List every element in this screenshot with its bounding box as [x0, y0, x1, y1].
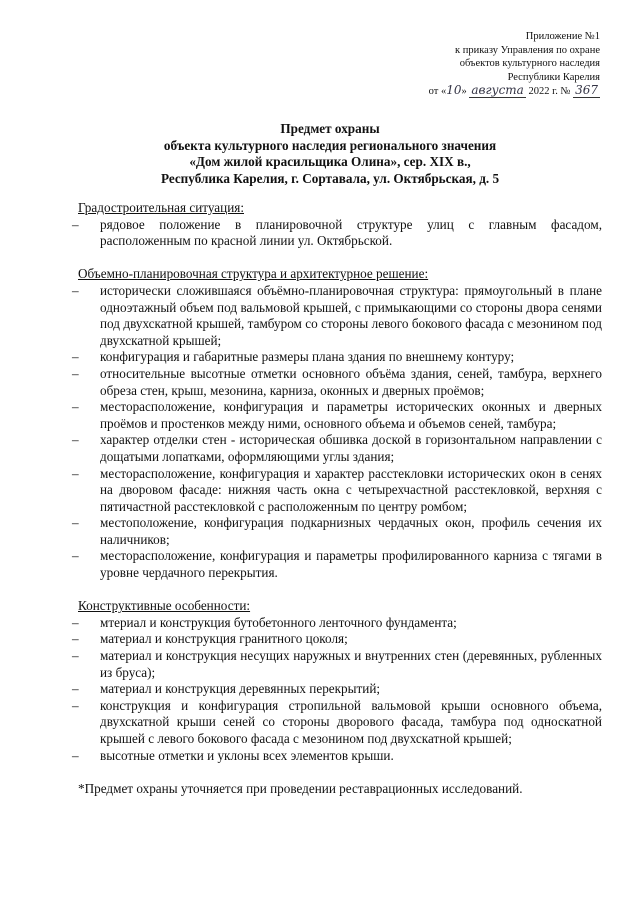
list-item: – высотные отметки и уклоны всех элементов крыши. — [78, 748, 602, 765]
list-item: – исторически сложившаяся объёмно-планировочная структура: прямоугольный в плане одноэтажный объем под вальмовой крышей, с примыкающими со стороны двора сенями под двухскатной крышей, тамбуром со стороны левого бокового фасада с мезонином под двухскатной крышей; — [78, 283, 602, 349]
item-list — [78, 283, 602, 582]
list-item: – характер отделки стен - историческая обшивка доской в горизонтальном направлении с дощатыми лопатками, оформляющими углы здания; — [78, 432, 602, 465]
title-line: «Дом жилой красильщика Олина», сер. XIX в., — [189, 154, 471, 170]
section-heading: Объемно-планировочная структура и архитектурное решение: — [78, 266, 429, 282]
appendix-line: Республики Карелия — [507, 71, 600, 83]
date-year: 2022 г. № — [525, 86, 574, 98]
appendix-line: к приказу Управления по охране — [455, 44, 600, 56]
list-item: – месторасположение, конфигурация и параметры профилированного карниза с тягами в уровне чердачного перекрытия. — [78, 548, 602, 581]
handwritten-month: августа — [471, 83, 524, 98]
document-title — [60, 121, 600, 187]
item-list — [78, 615, 602, 764]
item-list — [78, 217, 602, 250]
date-prefix: от « — [428, 86, 447, 98]
title-line: Предмет охраны — [280, 121, 380, 136]
list-item: – конфигурация и габаритные размеры плана здания по внешнему контуру; — [78, 349, 602, 366]
section-heading: Градостроительная ситуация: — [78, 200, 244, 215]
title-line: объекта культурного наследия регионального значения — [163, 137, 497, 153]
handwritten-day: 10 — [446, 83, 462, 98]
appendix-date-line — [429, 84, 600, 99]
section-urban-planning — [78, 200, 602, 250]
list-item: – относительные высотные отметки основного объёма здания, сеней, тамбура, верхнего обреза стен, крыш, мезонина, карниза, оконных и дверных проёмов; — [78, 366, 602, 399]
list-item: – материал и конструкция несущих наружных и внутренних стен (деревянных, рубленных из бруса); — [78, 648, 602, 681]
appendix-line: объектов культурного наследия — [459, 58, 600, 70]
section-volumetric-structure — [78, 266, 602, 581]
list-item: – материал и конструкция гранитного цоколя; — [78, 631, 602, 648]
list-item: – конструкция и конфигурация стропильной вальмовой крыши основного объема, двухскатной крыши сеней со стороны дворового фасада, тамбура под односкатной крышей с левого бокового фасада с мезонином под двухскатной крышей; — [78, 698, 602, 748]
list-item: – мтериал и конструкция бутобетонного ленточного фундамента; — [78, 615, 602, 632]
list-item: – месторасположение, конфигурация и характер расстекловки исторических окон в сенях на дворовом фасаде: нижняя часть окна с четырехчастной расстекловкой, верхняя с пятичастной расстекловкой с расположенным по центру ромбом; — [78, 466, 602, 516]
title-line: Республика Карелия, г. Сортавала, ул. Октябрьская, д. 5 — [160, 170, 500, 186]
list-item: – местоположение, конфигурация подкарнизных чердачных окон, профиль сечения их наличников; — [78, 515, 602, 548]
document-body — [78, 200, 602, 797]
appendix-line: Приложение №1 — [525, 31, 600, 42]
list-item: – материал и конструкция деревянных перекрытий; — [78, 681, 602, 698]
date-mid: » — [461, 86, 470, 98]
footnote: *Предмет охраны уточняется при проведении реставрационных исследований. — [78, 780, 523, 796]
section-heading: Конструктивные особенности: — [78, 598, 251, 614]
appendix-block — [429, 30, 600, 99]
list-item: – рядовое положение в планировочной структуре улиц с главным фасадом, расположенным по красной линии ул. Октябрьской. — [78, 217, 602, 250]
list-item: – месторасположение, конфигурация и параметры исторических оконных и дверных проёмов и простенков между ними, основного объема и объемов сеней, тамбура; — [78, 399, 602, 432]
section-structural-features — [78, 598, 602, 764]
handwritten-order-number: 367 — [575, 83, 598, 98]
